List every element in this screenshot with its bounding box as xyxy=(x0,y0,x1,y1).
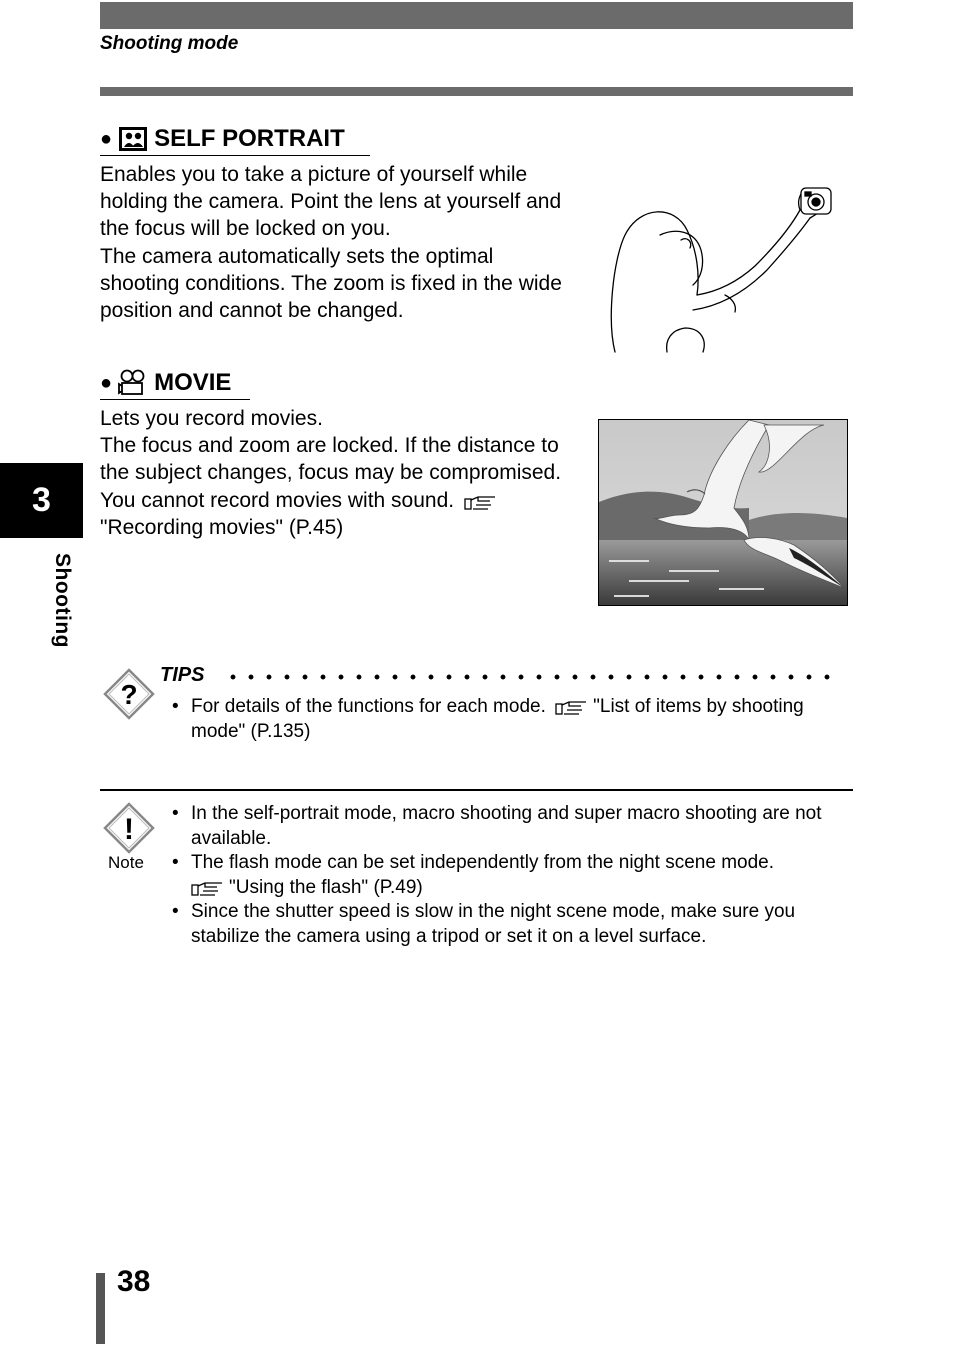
chapter-tab: 3 xyxy=(0,463,83,538)
self-portrait-title: SELF PORTRAIT xyxy=(154,125,345,152)
svg-text:!: ! xyxy=(124,813,134,846)
note-exclamation-icon xyxy=(103,802,155,854)
reference-hand-icon xyxy=(191,879,225,897)
movie-reference-link[interactable]: "Recording movies" (P.45) xyxy=(100,515,344,539)
self-portrait-illustration xyxy=(605,180,845,355)
tips-item-text: For details of the functions for each mode. xyxy=(191,696,546,717)
tips-item xyxy=(170,695,853,744)
page-number: 38 xyxy=(117,1265,151,1298)
running-title: Shooting mode xyxy=(100,33,239,54)
camera-in-hand xyxy=(801,188,831,214)
self-portrait-body xyxy=(100,161,570,324)
self-portrait-paragraph-1: Enables you to take a picture of yourself while holding the camera. Point the lens at yourself and the focus will be locked on you. xyxy=(100,163,562,241)
note-item xyxy=(170,851,853,900)
note-item: • In the self-portrait mode, macro shooting and super macro shooting are not available. xyxy=(170,802,853,851)
movie-heading xyxy=(100,369,250,400)
self-portrait-heading xyxy=(100,125,370,156)
note-item-text: The flash mode can be set independently from the night scene mode. xyxy=(191,852,775,873)
page-number-bar xyxy=(96,1273,105,1344)
bullet-icon: ● xyxy=(100,127,113,150)
movie-sample-photo xyxy=(598,419,848,606)
movie-camera-icon xyxy=(118,369,148,397)
note-label: Note xyxy=(108,853,144,872)
header-rule xyxy=(100,87,853,96)
movie-title: MOVIE xyxy=(154,369,232,396)
reference-hand-icon xyxy=(555,698,589,716)
reference-hand-icon xyxy=(464,493,498,511)
note-item: • Since the shutter speed is slow in the night scene mode, make sure you stabilize the camera using a tripod or set it on a level surface. xyxy=(170,900,853,949)
bullet-icon: ● xyxy=(100,371,113,394)
tips-list xyxy=(170,695,853,744)
self-portrait-icon xyxy=(118,126,148,152)
note-reference-link[interactable]: "Using the flash" (P.49) xyxy=(229,876,423,898)
note-rule xyxy=(100,789,853,791)
chapter-label: Shooting xyxy=(51,553,74,648)
svg-text:?: ? xyxy=(120,679,138,710)
movie-line-1: Lets you record movies. xyxy=(100,407,323,430)
tips-title: TIPS xyxy=(160,664,205,686)
note-list xyxy=(170,802,853,949)
movie-body xyxy=(100,405,575,541)
self-portrait-paragraph-2: The camera automatically sets the optimal shooting conditions. The zoom is fixed in the wide position and cannot be changed. xyxy=(100,244,562,323)
header-bar xyxy=(100,2,853,29)
movie-paragraph-2-text: The focus and zoom are locked. If the distance to the subject changes, focus may be compromised. You cannot record movies with sound. xyxy=(100,434,562,512)
tips-dotted-rule xyxy=(224,674,836,680)
movie-paragraph-2 xyxy=(100,432,575,541)
tips-question-icon xyxy=(103,668,155,720)
tips-reference-link[interactable]: "List of items by shooting mode" (P.135) xyxy=(191,696,804,742)
